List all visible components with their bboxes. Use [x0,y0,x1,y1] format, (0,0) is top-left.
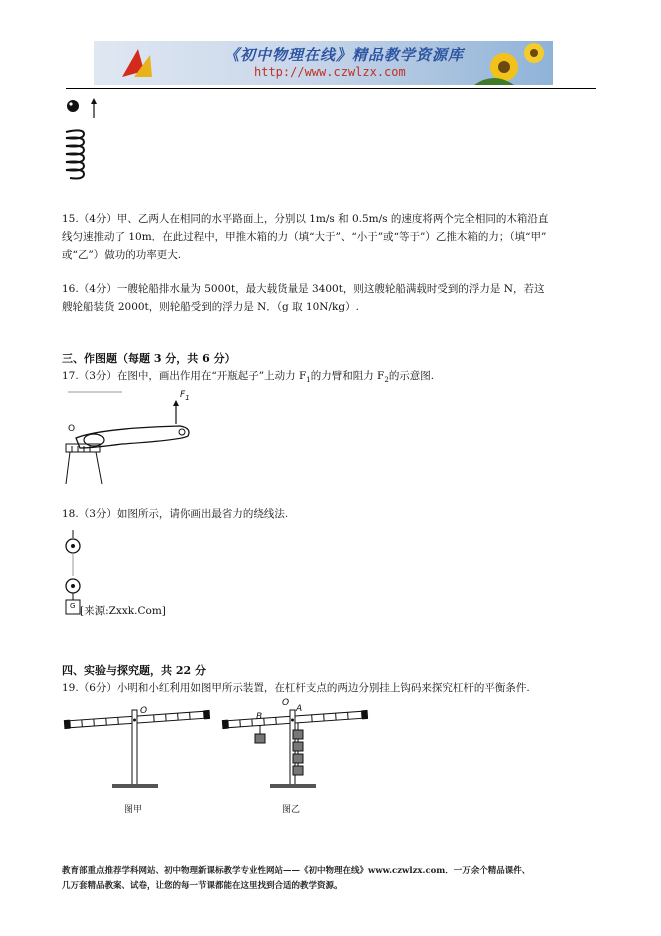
fig17-label-o: O [68,424,76,434]
lever-b-caption: 图乙 [282,805,301,815]
q18-text: 18.（3分）如图所示，请你画出最省力的绕线法. [62,508,289,520]
lever-a-label-o: O [140,706,148,716]
q17-prefix: 17.（3分）在图中，画出作用在“开瓶起子”上动力 F [62,370,307,382]
ball-spring-figure [62,96,102,188]
section4-heading: 四、实验与探究题，共 22 分 [62,664,206,677]
header-banner [94,41,553,85]
q18-source: [来源:Zxxk.Com] [80,605,166,617]
lever-figure-a [62,698,212,818]
pulley-box-label: G [70,602,76,610]
q15-line3: 或“乙”）做功的功率更大. [62,249,182,261]
section3-heading: 三、作图题（每题 3 分，共 6 分） [62,352,236,365]
q17-sub1: 1 [306,376,311,385]
q15-line1: 15.（4分）甲、乙两人在相同的水平路面上，分别以 1m/s 和 0.5m/s 的速度将两个完全相同的木箱沿直 [62,213,549,225]
lever-b-label-a: A [296,704,303,714]
q17-mid: 的力臂和阻力 F [310,370,385,382]
bottle-opener-figure [62,388,202,488]
q17-sub2: 2 [384,376,389,385]
banner-url[interactable]: http://www.czwlzx.com [254,65,406,79]
q15-line2: 线匀速推动了 10m．在此过程中，甲推木箱的力（填“大于”、“小于”或“等于”）乙推木箱的力；（填“甲” [62,231,547,243]
q19-text: 19.（6分）小明和小红利用如图甲所示装置，在杠杆支点的两边分别挂上钩码来探究杠杆的平衡条件. [62,682,530,694]
header-divider [66,88,596,89]
lever-a-caption: 图甲 [124,805,143,815]
footer-line2: 几万套精品教案、试卷，让您的每一节课都能在这里找到合适的教学资源。 [62,881,343,891]
lever-b-label-o: O [282,698,290,708]
q16-line2: 艘轮船装货 2000t，则轮船受到的浮力是 N．（g 取 10N/kg）. [62,301,359,313]
lever-a-drawing [62,698,212,818]
lever-b-label-b: B [256,712,263,722]
bottle-opener-drawing [62,388,202,488]
fig17-label-f: $F_1$ [180,390,190,402]
footer-line1: 教育部重点推荐学科网站、初中物理新课标教学专业性网站——《初中物理在线》www.czwlzx.com．一万余个精品课件、 [62,866,531,876]
lever-figure-b [220,698,370,818]
q17-text [62,367,434,390]
q16-line1: 16.（4分）一艘轮船排水量为 5000t，最大载货量是 3400t，则这艘轮船满载时受到的浮力是 N，若这 [62,283,545,295]
banner-title: 《初中物理在线》精品教学资源库 [224,46,465,64]
q17-suffix: 的示意图. [388,370,435,382]
lever-b-drawing [220,698,370,818]
